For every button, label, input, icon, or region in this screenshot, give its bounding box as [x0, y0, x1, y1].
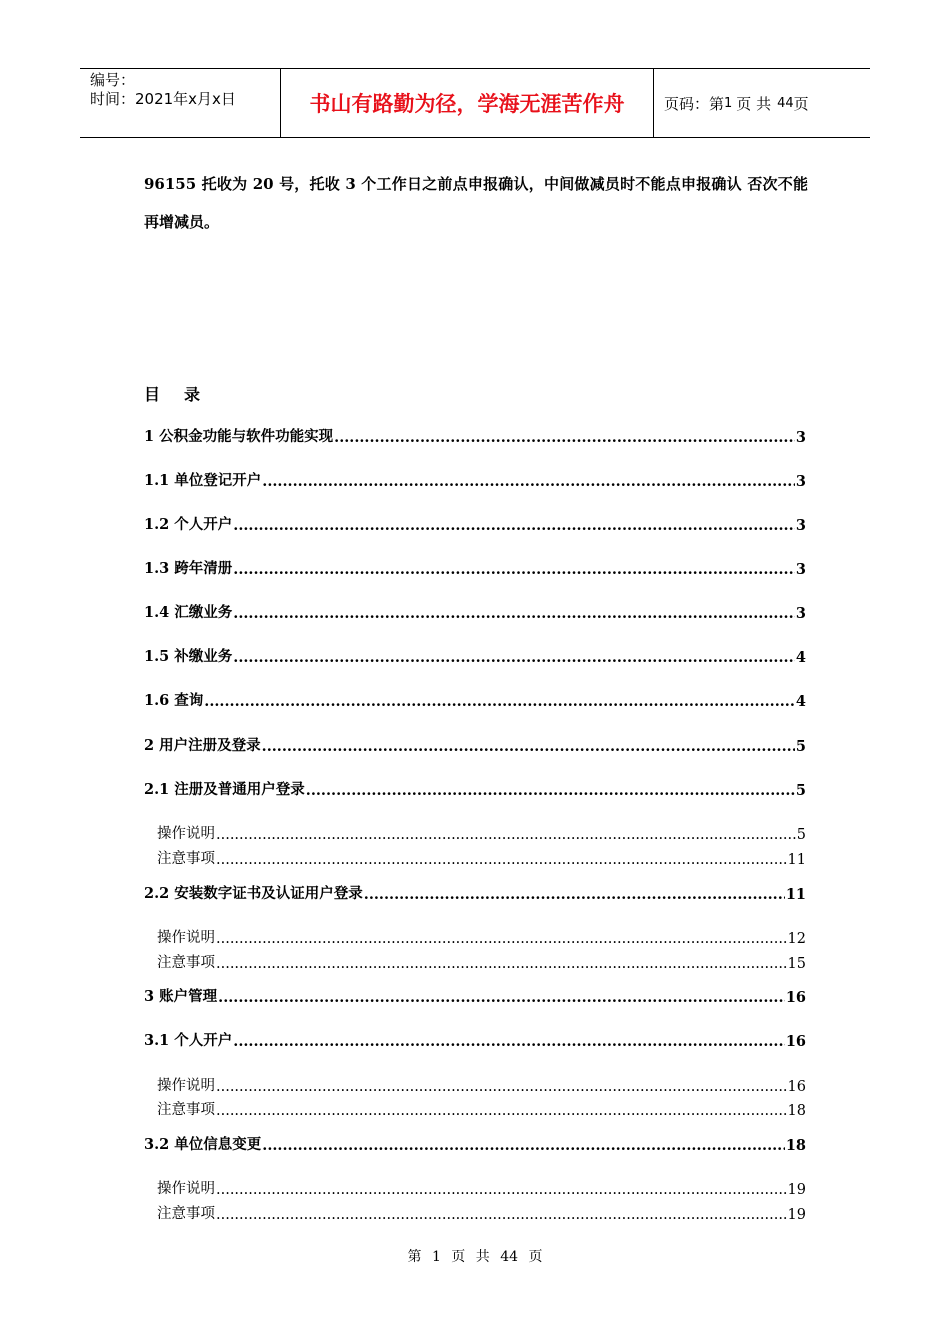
toc-leader-dots	[216, 1182, 787, 1198]
toc-entry-label: 1.3 跨年清册	[144, 560, 233, 577]
toc-entry-label: 操作说明	[157, 1078, 215, 1094]
toc-entry-page: 16	[785, 989, 806, 1006]
toc-entry-page: 18	[785, 1137, 806, 1154]
toc-entry[interactable]	[144, 558, 806, 578]
toc-leader-dots	[364, 886, 785, 903]
toc-entry-page: 15	[787, 956, 806, 972]
toc-entry-label: 1 公积金功能与软件功能实现	[144, 428, 334, 445]
toc-leader-dots	[216, 852, 787, 868]
toc-entry-label: 操作说明	[157, 930, 215, 946]
toc-subentry[interactable]	[157, 927, 806, 947]
toc-entry[interactable]	[144, 883, 806, 903]
toc-entry-label: 1.1 单位登记开户	[144, 472, 262, 489]
toc-leader-dots	[262, 473, 795, 490]
toc-entry-label: 3.1 个人开户	[144, 1032, 233, 1049]
page-suffix: 页	[793, 94, 809, 113]
toc-subentry[interactable]	[157, 848, 806, 868]
toc-entry-label: 操作说明	[157, 826, 215, 842]
header-meta-cell	[80, 69, 281, 137]
toc-entry[interactable]	[144, 602, 806, 622]
toc-entry-label: 1.5 补缴业务	[144, 648, 233, 665]
toc-leader-dots	[334, 429, 795, 446]
toc-entry-page: 3	[795, 605, 806, 622]
toc-entry-page: 16	[785, 1033, 806, 1050]
toc-leader-dots	[216, 1103, 787, 1119]
page-total: 44	[777, 95, 794, 111]
toc-entry[interactable]	[144, 735, 806, 755]
intro-paragraph: 96155 托收为 20 号，托收 3 个工作日之前点申报确认，中间做减员时不能点申报确认 否次不能再增减员。	[144, 175, 808, 231]
toc-leader-dots	[216, 956, 787, 972]
toc-leader-dots	[306, 782, 795, 799]
toc-leader-dots	[233, 1033, 785, 1050]
toc-entry-page: 18	[787, 1103, 806, 1119]
toc-entry[interactable]	[144, 986, 806, 1006]
toc-leader-dots	[233, 649, 795, 666]
toc-entry-page: 3	[795, 517, 806, 534]
toc-entry-page: 19	[787, 1207, 806, 1223]
toc-entry-page: 4	[795, 693, 806, 710]
toc-entry-page: 11	[785, 886, 806, 903]
toc-title	[144, 382, 202, 405]
header-motto-cell	[281, 69, 654, 137]
toc-subentry[interactable]	[157, 1203, 806, 1223]
toc-entry-page: 12	[787, 931, 806, 947]
toc-entry-label: 2 用户注册及登录	[144, 737, 261, 754]
toc-entry-label: 2.2 安装数字证书及认证用户登录	[144, 885, 363, 902]
toc-leader-dots	[204, 693, 795, 710]
toc-leader-dots	[262, 738, 795, 755]
toc-entry-page: 5	[795, 782, 806, 799]
toc-entry[interactable]	[144, 690, 806, 710]
toc-entry-label: 3 账户管理	[144, 988, 218, 1005]
toc-entry[interactable]	[144, 1134, 806, 1154]
page-current: 1	[724, 95, 733, 111]
toc-subentry[interactable]	[157, 952, 806, 972]
toc-leader-dots	[218, 989, 785, 1006]
toc-entry-label: 注意事项	[157, 1102, 215, 1118]
toc-entry-label: 操作说明	[157, 1181, 215, 1197]
toc-leader-dots	[216, 931, 787, 947]
toc-entry[interactable]	[144, 646, 806, 666]
header-table	[80, 68, 870, 138]
toc-subentry[interactable]	[157, 1178, 806, 1198]
toc-entry-label: 注意事项	[157, 1206, 215, 1222]
toc-entry-label: 注意事项	[157, 851, 215, 867]
header-motto: 书山有路勤为径，学海无涯苦作舟	[309, 92, 625, 116]
toc-entry[interactable]	[144, 470, 806, 490]
toc-leader-dots	[262, 1137, 785, 1154]
toc-entry-page: 16	[787, 1079, 806, 1095]
toc-leader-dots	[216, 1079, 787, 1095]
toc-leader-dots	[216, 1207, 787, 1223]
toc-entry-label: 2.1 注册及普通用户登录	[144, 781, 305, 798]
toc-entry-page: 3	[795, 561, 806, 578]
toc-entry-page: 11	[787, 852, 806, 868]
page-footer: 第 1 页 共 44 页	[407, 1249, 543, 1265]
toc-entry[interactable]	[144, 514, 806, 534]
toc-entry-label: 1.6 查询	[144, 692, 204, 709]
toc-title-second: 录	[184, 385, 203, 404]
toc-entry[interactable]	[144, 426, 806, 446]
toc-subentry[interactable]	[157, 823, 806, 843]
header-page-cell	[654, 69, 870, 137]
toc-entry-label: 1.4 汇缴业务	[144, 604, 233, 621]
toc-entry-page: 19	[787, 1182, 806, 1198]
toc-leader-dots	[233, 517, 795, 534]
toc-entry-label: 1.2 个人开户	[144, 516, 233, 533]
toc-entry-label: 注意事项	[157, 955, 215, 971]
toc-leader-dots	[233, 605, 795, 622]
toc-subentry[interactable]	[157, 1075, 806, 1095]
toc-entry-page: 5	[796, 827, 806, 843]
toc-entry-page: 4	[795, 649, 806, 666]
toc-entry[interactable]	[144, 779, 806, 799]
toc-entry[interactable]	[144, 1030, 806, 1050]
document-number-label: 编号：	[90, 71, 136, 89]
page-prefix: 页码：第	[664, 94, 725, 113]
toc-entry-page: 3	[795, 429, 806, 446]
toc-leader-dots	[216, 827, 796, 843]
toc-entry-label: 3.2 单位信息变更	[144, 1136, 262, 1153]
page-mid: 页 共	[736, 94, 772, 113]
document-time-label: 时间：2021年x月x日	[90, 90, 236, 108]
toc-leader-dots	[233, 561, 795, 578]
toc-entry-page: 3	[795, 473, 806, 490]
toc-subentry[interactable]	[157, 1099, 806, 1119]
toc-entry-page: 5	[795, 738, 806, 755]
toc-title-first: 目	[144, 385, 163, 404]
